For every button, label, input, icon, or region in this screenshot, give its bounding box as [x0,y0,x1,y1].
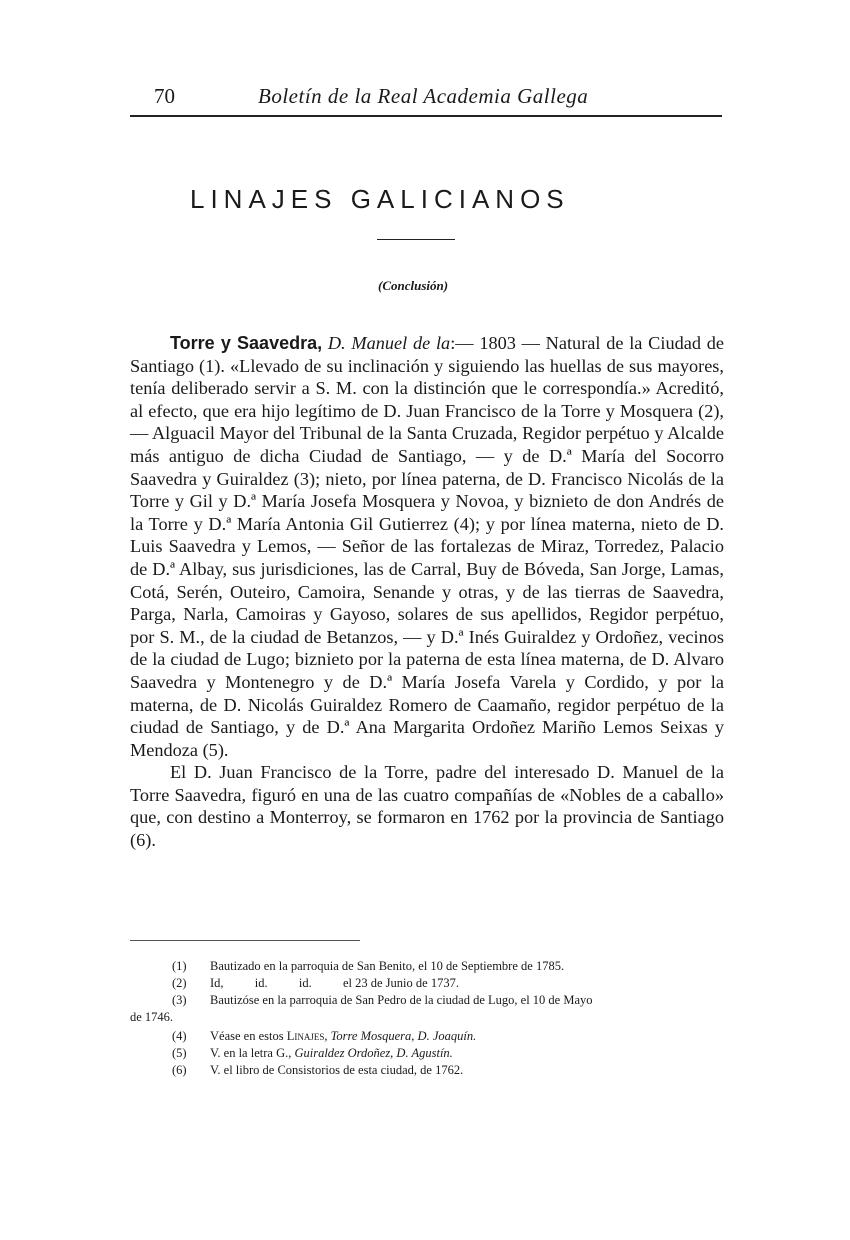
footnote-text: Bautizóse en la parroquia de San Pedro de la ciudad de Lugo, el 10 de Mayo [210,993,593,1007]
journal-title: Boletín de la Real Academia Gallega [258,84,589,108]
footnote-text: , [324,1029,331,1043]
footnote-text: Bautizado en la parroquia de San Benito, el 10 de Septiembre de 1785. [210,959,565,973]
footnote-continuation: de 1746. [130,1010,174,1024]
footnote-mark: (2) [172,976,187,990]
footnote-mark: (1) [172,959,187,973]
title-rule [377,239,455,240]
paragraph [130,332,724,761]
footnote-italic: Guiraldez Ordoñez, D. Agustín. [294,1046,453,1060]
footnote-text: V. el libro de Consistorios de esta ciudad, de 1762. [210,1063,464,1077]
footnotes [130,958,724,1079]
header-rule [130,115,722,117]
footnote-mark: (3) [172,993,187,1007]
footnote-italic: Torre Mosquera, D. Joaquín. [330,1029,477,1043]
footnote [130,1062,724,1079]
page-number: 70 [154,84,175,108]
article-title: LINAJES GALICIANOS [190,184,570,214]
footnote-rule [130,940,360,941]
continuation-note: (Conclusión) [378,278,449,293]
footnote-text-wrap [174,1028,724,1045]
footnote [130,992,724,1009]
footnote-mark: (5) [172,1046,187,1060]
paragraph-text: :— 1803 — Natural de la Ciudad de Santiago (1). «Llevado de su inclinación y siguiendo las huellas de sus mayores, tenía deliberado servir a S. M. con la distinción que le correspondía.» Acreditó, al efecto, que era hijo legítimo de D. Juan Francisco de la Torre y Mosquera (2), — Alguacil Mayor del Tribunal de la Santa Cruzada, Regidor perpétuo y Alcalde más antiguo de dicha Ciudad de Santiago, — y de D.ª María del Socorro Saavedra y Guiraldez (3); nieto, por línea paterna, de D. Francisco Nicolás de la Torre y Gil y D.ª María Josefa Mosquera y Novoa, y biznieto de don Andrés de la Torre y D.ª María Antonia Gil Gutierrez (4); y por línea materna, nieto de D. Luis Saavedra y Lemos, — Señor de las fortalezas de Miraz, Torredez, Palacio de D.ª Albay, sus jurisdiciones, las de Carral, Buy de Bóveda, San Jorge, Lamas, Cotá, Serén, Outeiro, Camoira, Senande y otras, y de las tierras de Saavedra, Parga, Narla, Camoiras y Gayoso, solares de sus apellidos, Regidor perpétuo, por S. M., de la ciudad de Betanzos, — y D.ª Inés Guiraldez y Ordoñez, vecinos de la ciudad de Lugo; biznieto por la paterna de esta línea materna, de D. Alvaro Saavedra y Montenegro y de D.ª María Josefa Varela y Cordido, y por la materna, de D. Nicolás Guiraldez Romero de Caamaño, regidor perpétuo de la ciudad de Santiago, y de D.ª Ana Margarita Ordoñez Mariño Lemos Seixas y Mendoza (5). [130,333,724,760]
footnote [130,975,724,992]
paragraph: El D. Juan Francisco de la Torre, padre del interesado D. Manuel de la Torre Saavedra, figuró en una de las cuatro compañías de «Nobles de a caballo» que, con destino a Monterroy, se formaron en 1762 por la provincia de Santiago (6). [130,762,724,851]
body-text [130,332,724,852]
entry-title: D. Manuel de la [327,333,451,353]
footnote-text: Véase en estos [210,1029,287,1043]
running-head [130,84,725,112]
footnote-mark: (6) [172,1063,187,1077]
footnote-mark: (4) [172,1029,187,1043]
footnote-text: V. en la letra G., [210,1046,295,1060]
footnote-text: Id, id. id. el 23 de Junio de 1737. [210,976,459,990]
footnote [130,1045,724,1062]
footnote-text-wrap [174,1045,724,1062]
footnote [130,958,724,975]
footnote-smallcaps: Linajes [286,1029,325,1043]
footnote [130,1028,724,1045]
entry-name: Torre y Saavedra, [170,333,323,353]
